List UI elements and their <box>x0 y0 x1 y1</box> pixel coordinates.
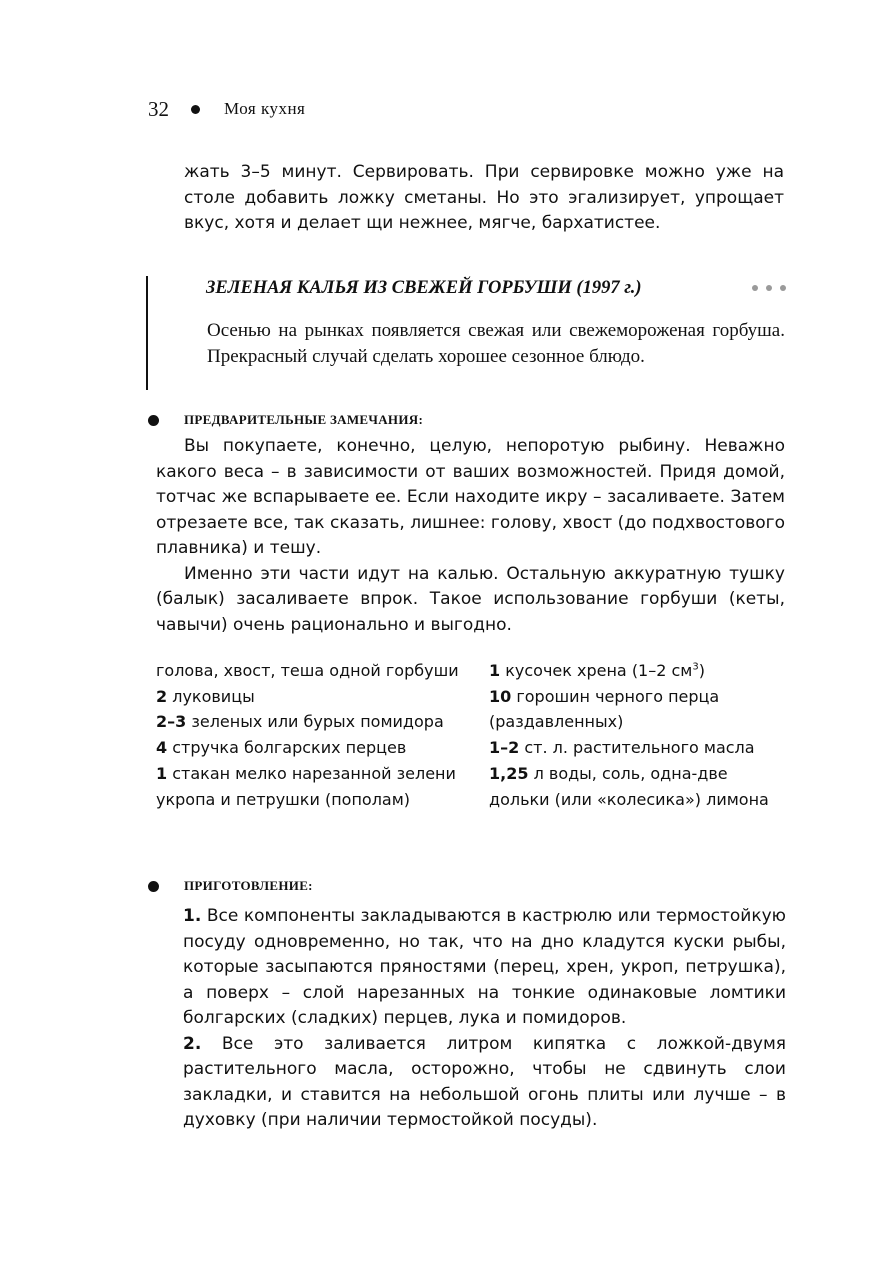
step-item: 1. Все компоненты закладываются в кастрюлю или термостойкую посуду одновременно, но так, что на дно кладутся куски рыбы, которые засыпаются пряностями (перец, хрен, укроп, петрушка), а поверх – слой нарезанных на тонкие одинаковые ломтики болгарских (сладких) перцев, лука и помидоров. <box>183 906 786 1028</box>
ingredient-item: 4 стручка болгарских перцев <box>156 738 407 758</box>
page-number: 32 <box>148 96 169 121</box>
preparation-heading-row <box>148 876 313 896</box>
section-bullet-icon <box>148 415 159 426</box>
preparation-heading: ПРИГОТОВЛЕНИЕ: <box>184 878 313 893</box>
bullet-dot-icon <box>191 105 200 114</box>
continuation-text: жать 3–5 минут. Сервировать. При сервировке можно уже на столе добавить ложку сметаны. Но это эгализирует, упрощает вкус, хотя и делает щи нежнее, мягче, бархатистее. <box>184 162 784 233</box>
step-item: 2. Все это заливается литром кипятка с ложкой-двумя растительного масла, осторожно, чтобы не сдвинуть слои закладки, и ставится на небольшой огонь плиты или лучше – в духовку (при наличии термостойкой посуды). <box>183 1033 786 1130</box>
running-head <box>148 96 305 122</box>
preliminary-heading-row <box>148 410 423 430</box>
ingredient-item: 2 луковицы <box>156 686 255 706</box>
recipe-intro: Осенью на рынках появляется свежая или свежемороженая горбуша. Прекрасный случай сделать хорошее сезонное блюдо. <box>207 320 785 367</box>
section-bullet-icon <box>148 881 159 892</box>
preliminary-paragraph: Вы покупаете, конечно, целую, непоротую рыбину. Неважно какого веса – в зависимости от ваших возможностей. Придя домой, тотчас же вспарываете ее. Если находите икру – засаливаете. Затем отрезаете все, так сказать, лишнее: голову, хвост (до подхвостового плавника) и тешу. <box>156 436 785 558</box>
recipe-title: ЗЕЛЕНАЯ КАЛЬЯ ИЗ СВЕЖЕЙ ГОРБУШИ (1997 г.) <box>206 277 642 298</box>
book-title: Моя кухня <box>224 99 306 118</box>
ingredients-left-column <box>156 658 466 812</box>
preparation-steps <box>183 904 786 1134</box>
preliminary-heading: ПРЕДВАРИТЕЛЬНЫЕ ЗАМЕЧАНИЯ: <box>184 412 424 427</box>
ingredient-item: голова, хвост, теша одной горбуши <box>156 661 459 680</box>
recipe-side-bar <box>146 276 148 390</box>
ornament-dots-icon <box>752 285 786 291</box>
ingredient-item: 1,25 л воды, соль, одна-две дольки (или «колесика») лимона <box>489 763 769 809</box>
recipe-title-row <box>206 274 786 302</box>
ingredient-item: 10 горошин черного перца (раздавленных) <box>489 686 720 732</box>
ingredients-right-column <box>489 658 789 812</box>
ingredient-item: 1 кусочек хрена (1–2 $см^3$) <box>489 661 705 680</box>
continuation-paragraph <box>184 160 784 237</box>
ingredient-item: 1 стакан мелко нарезанной зелени укропа и петрушки (пополам) <box>156 763 456 809</box>
ingredient-item: 1–2 ст. л. растительного масла <box>489 738 755 758</box>
ingredient-item: 2–3 зеленых или бурых помидора <box>156 712 444 732</box>
preliminary-paragraph: Именно эти части идут на калью. Остальную аккуратную тушку (балык) засаливаете впрок. Такое использование горбуши (кеты, чавычи) очень рационально и выгодно. <box>156 563 785 635</box>
preliminary-notes <box>156 434 785 638</box>
